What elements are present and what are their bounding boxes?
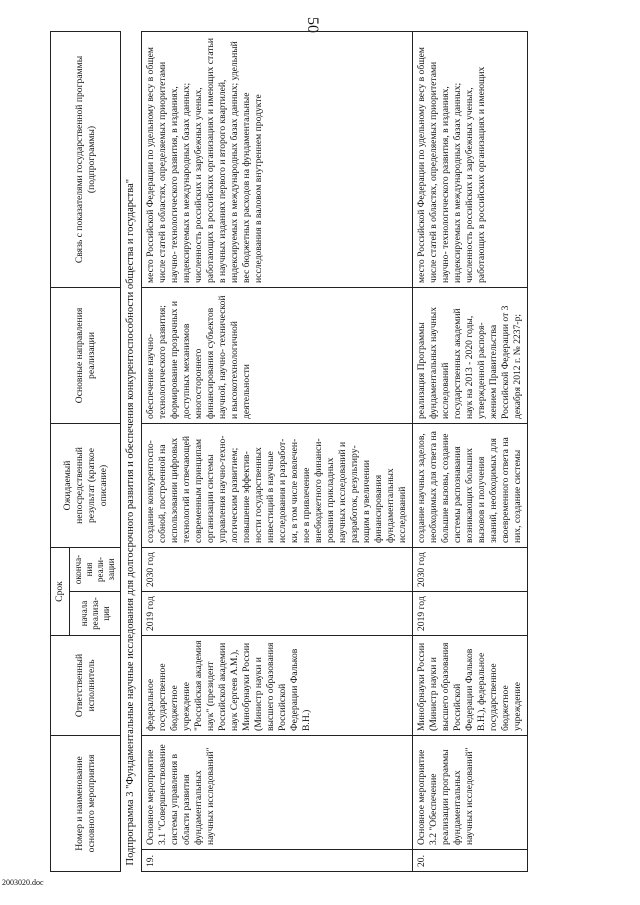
program-table xyxy=(50,31,528,872)
header-term-end: оконча- ния реали- зации xyxy=(70,547,121,591)
row-directions: реализация Программы фундаментальных научных исследований государственных академий наук на 2013 - 2020 годы, утвержденной распоря- жением Правительства Российской Федерации от 3 декабря 2012 г. № 2237-р; xyxy=(413,287,528,423)
row-name: Основное мероприятие 3.2 "Обеспечение реализации программы фундаментальных научных исследований" xyxy=(413,735,528,849)
header-term-start: начала реализа- ции xyxy=(70,591,121,635)
row-executor: Минобрнауки России (Министр науки и высшего образования Российской Федерации Фальков В.Н.), федеральное государственное бюджетное учреждение xyxy=(413,635,528,735)
row-number: 20. xyxy=(413,850,528,872)
row-number: 19. xyxy=(142,850,413,872)
page-number: 50 xyxy=(304,17,321,33)
header-link-indicators: Связь с показателями государственной программы (подпрограммы) xyxy=(51,31,121,287)
row-directions: обеспечение научно- технологического развития; формирование прозрачных и доступных механизмов многостороннего финансирования субъектов научной, научно- технической и высокотехнологичной деятельности xyxy=(142,287,413,423)
header-expected-result: Ожидаемый непосредственный результат (краткое описание) xyxy=(51,423,121,547)
table-row xyxy=(142,31,413,871)
row-executor: федеральное государственное бюджетное учреждение "Российская академия наук" (президент Российской академии наук Сергеев А.М.), Минобрнауки России (Министр науки и высшего образования Российской Федерации Фальков В.Н.) xyxy=(142,635,413,735)
row-start: 2019 год xyxy=(413,591,528,635)
table-row xyxy=(413,31,528,871)
row-expected: создание научных заделов, необходимых для ответа на большие вызовы, создание системы распознавания возникающих больших вызовов и получения знаний, необходимых для своевременного ответа на них, создание системы xyxy=(413,423,528,547)
row-link: место Российской Федерации по удельному весу в общем числе статей в областях, определяемых приоритетами научно- технологического развития, в изданиях, индексируемых в международных базах данных; численность российских и зарубежных ученых, работающих в российских организациях и имеющих статьи в научных изданиях первого и второго квартилей, индексируемых в международных базах данных; удельный вес бюджетных расходов на фундаментальные исследования в валовом внутреннем продукте xyxy=(142,31,413,287)
row-end: 2030 год xyxy=(142,547,413,591)
footer-code: 2003020.doc xyxy=(2,878,44,887)
header-term: Срок xyxy=(51,547,70,635)
section-title: Подпрограмма 3 "Фундаментальные научные исследования для долгосрочного развития и обеспечения конкурентоспособности общества и государства" xyxy=(121,31,142,871)
row-link: место Российской Федерации по удельному весу в общем числе статей в областях, определяемых приоритетами научно- технологического развития, в изданиях, индексируемых в международных базах данных; численность российских и зарубежных ученых, работающих в российских организациях и имеющих xyxy=(413,31,528,287)
rotated-table-sheet xyxy=(50,32,590,872)
header-number-name: Номер и наименование основного мероприятия xyxy=(51,735,121,871)
row-expected: создание конкурентоспо- собной, построенной на использовании цифровых технологий и отвечающей современным принципам организации системы управления научно-техно- логическим развитием; повышение эффектив- ности государственных инвестиций в научные исследования и разработ- ки, в том числе вовлечен- ное в привлечение внебюджетного финанси- рования прикладных научных исследований и разработок, результиру- ющим в увеличении финансирования фундаментальных исследований xyxy=(142,423,413,547)
row-end: 2030 год xyxy=(413,547,528,591)
row-name: Основное мероприятие 3.1 "Совершенствование системы управления в области развития фундаментальных научных исследований" xyxy=(142,735,413,849)
header-directions: Основные направления реализации xyxy=(51,287,121,423)
row-start: 2019 год xyxy=(142,591,413,635)
header-executor: Ответственный исполнитель xyxy=(51,635,121,735)
